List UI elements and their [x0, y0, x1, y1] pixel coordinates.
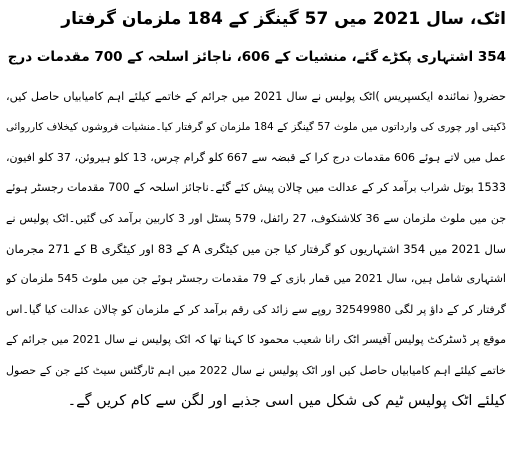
article-line: سال 2021 میں 354 اشتہاریوں کو گرفتار کیا جن میں کیٹگری A کے 83 اور کیٹگری B کے 271 مجرمان: [6, 241, 506, 256]
article-body: [6, 82, 506, 416]
article-line: حضرو( نمائندہ ایکسپریس )اٹک پولیس نے سال 2021 میں جرائم کے خاتمے کیلئے اہم کامیابیاں حاصل کیں،: [6, 90, 506, 103]
article-line: اشتہاری شامل ہیں، سال 2021 میں قمار بازی کے 79 مقدمات رجسٹر ہوئے جن میں ملوث 545 ملزمان کو: [6, 272, 506, 286]
headline-sub: 354 اشتہاری پکڑے گئے، منشیات کے 606، ناجائز اسلحہ کے 700 مقدمات درج: [7, 49, 506, 65]
article-line: ڈکیتی اور چوری کی وارداتوں میں ملوث 57 گینگز کے 184 ملزمان کو گرفتار کیا۔منشیات فروشوں کیخلاف کارروائی: [6, 121, 506, 134]
article-line: موقع پر ڈسٹرکٹ پولیس آفیسر اٹک رانا شعیب محمود کا کہنا تھا کہ اٹک پولیس نے سال 2021 میں جرائم کے: [6, 333, 506, 347]
article-line-last: کیلئے اٹک پولیس ٹیم کی شکل میں اسی جذبے اور لگن سے کام کریں گے۔: [67, 392, 506, 409]
article-line: گرفتار کر کے داؤ پر لگی 32549980 روپے سے زائد کی رقم برآمد کر کے ملزمان کو چالان عدالت کیا گیا۔اس: [6, 302, 506, 316]
headline-main: اٹک، سال 2021 میں 57 گینگز کے 184 ملزمان گرفتار: [61, 9, 506, 29]
article-line: عمل میں لاتے ہوئے 606 مقدمات درج کرا کے قبضہ سے 667 کلو گرام چرس، 13 کلو ہیروئن، 37 کلو افیون،: [6, 150, 506, 164]
article-line: 1533 بوتل شراب برآمد کر کے عدالت میں چالان پیش کئے گئے۔ناجائز اسلحہ کے 700 مقدمات رجسٹر ہوئے: [6, 181, 506, 195]
article-line: جن میں ملوث ملزمان سے 36 کلاشنکوف، 27 رائفل، 579 پسٹل اور 3 کاربین برآمد کی گئیں۔اٹک پولیس نے: [6, 211, 506, 225]
article-line: خاتمے کیلئے اہم کامیابیاں حاصل کیں اور اٹک پولیس نے سال 2022 میں اہم ٹارگٹس سیٹ کئے جن کے حصول: [6, 363, 506, 377]
